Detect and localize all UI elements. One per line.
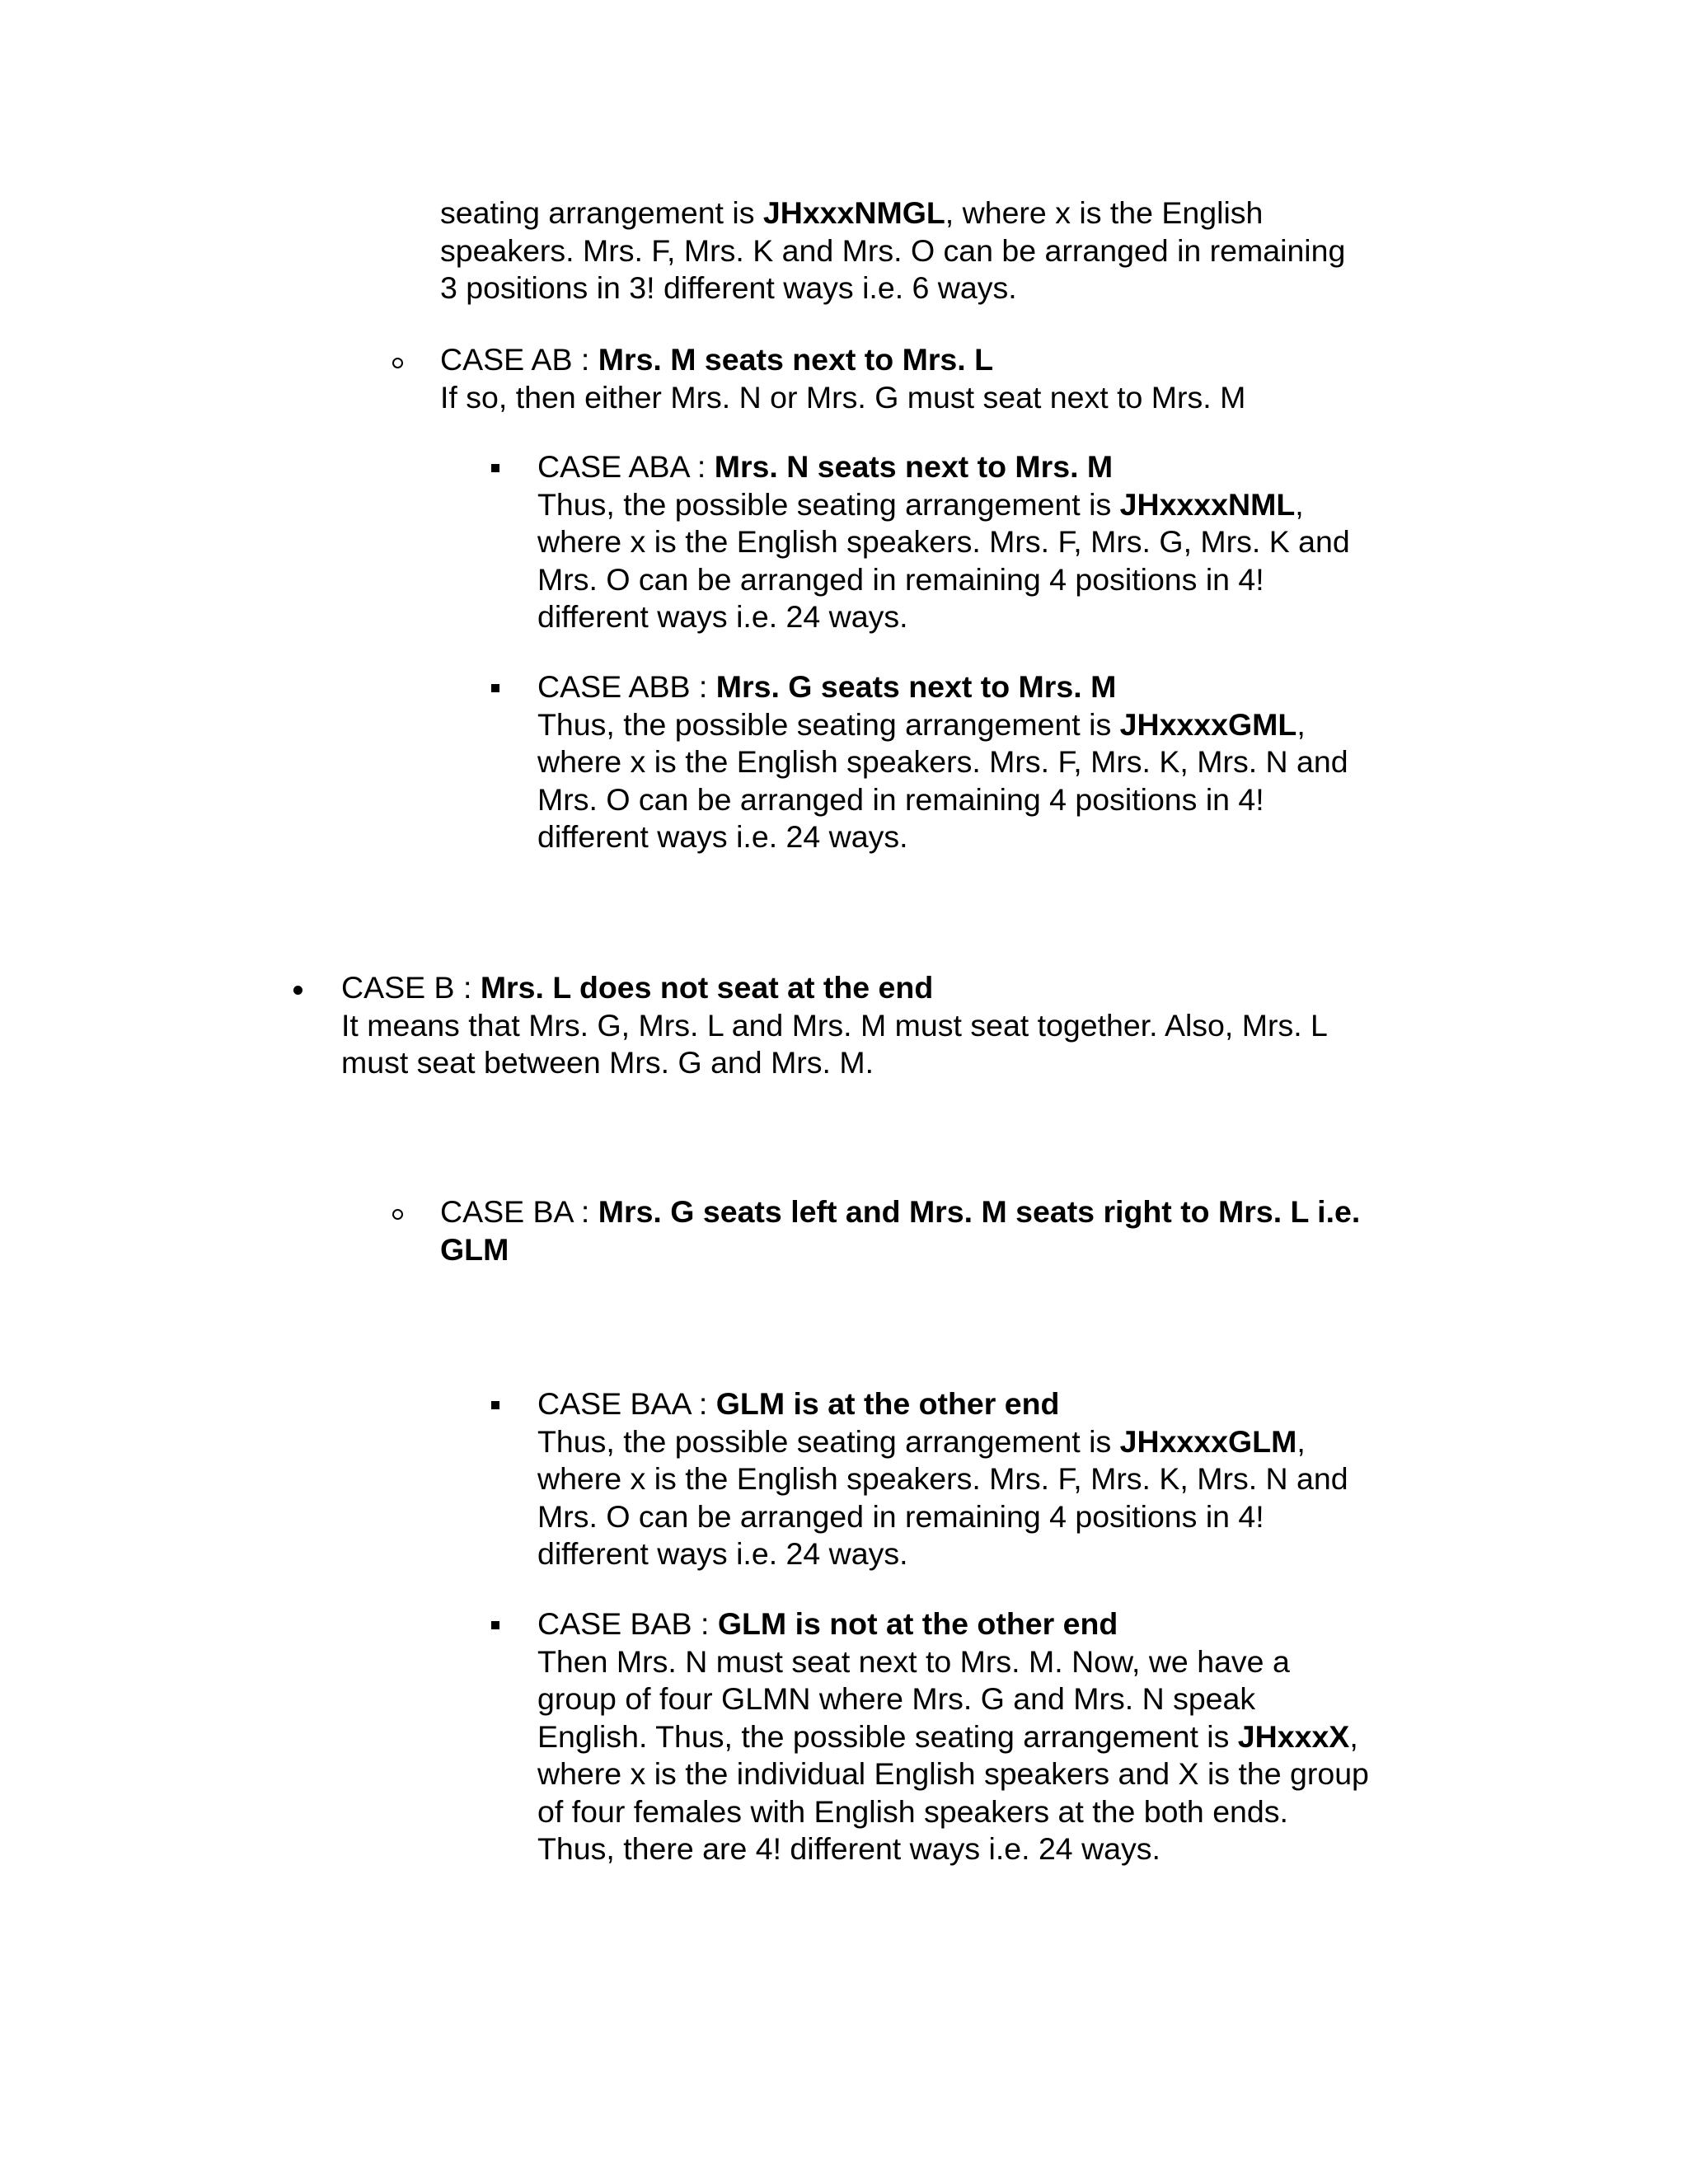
case-baa-heading	[537, 1385, 1348, 1423]
square-bullet-icon	[491, 1401, 499, 1409]
case-text: Thus, the possible seating arrangement is	[537, 1423, 1120, 1459]
case-text: ,	[1296, 1423, 1306, 1459]
case-aba-line-3: where x is the English speakers. Mrs. F, Mrs. G, Mrs. K and	[537, 524, 1350, 559]
case-aba-line-2	[537, 486, 1350, 524]
case-abb	[537, 668, 1348, 856]
case-abb-line-3: where x is the English speakers. Mrs. F, Mrs. K, Mrs. N and	[537, 744, 1348, 779]
case-title: GLM is not at the other end	[717, 1606, 1118, 1641]
circle-bullet-icon	[392, 358, 403, 368]
case-bab-line-4	[537, 1718, 1369, 1756]
case-ab-line-2: If so, then either Mrs. N or Mrs. G must seat next to Mrs. M	[440, 379, 1246, 415]
square-bullet-icon	[491, 464, 499, 472]
case-bab	[537, 1605, 1369, 1868]
intro-text: , where x is the English	[945, 195, 1264, 230]
case-bab-line-5: where x is the individual English speakers and X is the group	[537, 1756, 1369, 1791]
case-b-heading	[341, 969, 1328, 1007]
arrangement-code: JHxxxX	[1237, 1718, 1350, 1754]
case-aba	[537, 448, 1350, 636]
case-bab-line-2: Then Mrs. N must seat next to Mrs. M. Now, we have a	[537, 1643, 1290, 1679]
case-abb-heading	[537, 668, 1348, 706]
case-abb-line-2	[537, 706, 1348, 744]
case-baa-line-4: Mrs. O can be arranged in remaining 4 positions in 4!	[537, 1498, 1264, 1534]
case-label: CASE B :	[341, 970, 481, 1005]
arrangement-code: JHxxxxGML	[1119, 706, 1297, 742]
case-text: Thus, the possible seating arrangement is	[537, 706, 1120, 742]
square-bullet-icon	[491, 684, 499, 692]
case-b	[341, 969, 1328, 1082]
case-text: English. Thus, the possible seating arrangement is	[537, 1718, 1238, 1754]
case-bab-line-3: group of four GLMN where Mrs. G and Mrs. N speak	[537, 1681, 1256, 1716]
case-label: CASE BA :	[440, 1194, 598, 1229]
arrangement-code: JHxxxNMGL	[762, 195, 945, 230]
case-label: CASE BAA :	[537, 1386, 716, 1421]
case-title: Mrs. G seats next to Mrs. M	[715, 669, 1117, 704]
intro-line-3: 3 positions in 3! different ways i.e. 6 ways.	[440, 270, 1017, 305]
case-ba	[440, 1193, 1360, 1268]
case-b-line-3: must seat between Mrs. G and Mrs. M.	[341, 1045, 874, 1080]
circle-bullet-icon	[392, 1209, 403, 1220]
case-baa-line-5: different ways i.e. 24 ways.	[537, 1536, 908, 1571]
case-ab	[440, 341, 1245, 416]
case-baa-line-3: where x is the English speakers. Mrs. F, Mrs. K, Mrs. N and	[537, 1461, 1348, 1496]
case-bab-line-7: Thus, there are 4! different ways i.e. 24 ways.	[537, 1831, 1160, 1866]
disc-bullet-icon	[293, 986, 302, 995]
square-bullet-icon	[491, 1621, 499, 1629]
case-baa	[537, 1385, 1348, 1573]
case-label: CASE AB :	[440, 342, 598, 377]
arrangement-code: JHxxxxNML	[1119, 486, 1296, 522]
case-aba-line-5: different ways i.e. 24 ways.	[537, 599, 908, 634]
case-label: CASE ABB :	[537, 669, 716, 704]
case-text: ,	[1349, 1718, 1358, 1754]
arrangement-code: JHxxxxGLM	[1119, 1423, 1297, 1459]
case-abb-line-5: different ways i.e. 24 ways.	[537, 819, 908, 854]
intro-paragraph	[440, 194, 1345, 307]
case-bab-line-6: of four females with English speakers at the both ends.	[537, 1793, 1288, 1829]
case-aba-heading	[537, 448, 1350, 486]
case-bab-heading	[537, 1605, 1369, 1643]
case-text: Thus, the possible seating arrangement is	[537, 486, 1120, 522]
case-baa-line-2	[537, 1423, 1348, 1461]
case-ba-heading	[440, 1193, 1360, 1231]
case-text: ,	[1296, 706, 1306, 742]
case-ab-heading	[440, 341, 1245, 379]
case-text: ,	[1295, 486, 1304, 522]
intro-line-1	[440, 194, 1345, 232]
intro-line-2: speakers. Mrs. F, Mrs. K and Mrs. O can be arranged in remaining	[440, 232, 1346, 268]
case-title: Mrs. M seats next to Mrs. L	[598, 342, 994, 377]
case-abb-line-4: Mrs. O can be arranged in remaining 4 positions in 4!	[537, 781, 1264, 817]
case-title: Mrs. G seats left and Mrs. M seats right to Mrs. L i.e.	[598, 1194, 1361, 1229]
case-aba-line-4: Mrs. O can be arranged in remaining 4 positions in 4!	[537, 561, 1264, 597]
case-label: CASE ABA :	[537, 449, 715, 484]
case-label: CASE BAB :	[537, 1606, 718, 1641]
case-title: GLM is at the other end	[715, 1386, 1060, 1421]
case-title: GLM	[440, 1231, 509, 1267]
intro-text: seating arrangement is	[440, 195, 763, 230]
case-ba-heading-line-2	[440, 1231, 1360, 1269]
case-b-line-2: It means that Mrs. G, Mrs. L and Mrs. M must seat together. Also, Mrs. L	[341, 1007, 1328, 1043]
case-title: Mrs. L does not seat at the end	[480, 970, 934, 1005]
case-title: Mrs. N seats next to Mrs. M	[714, 449, 1114, 484]
